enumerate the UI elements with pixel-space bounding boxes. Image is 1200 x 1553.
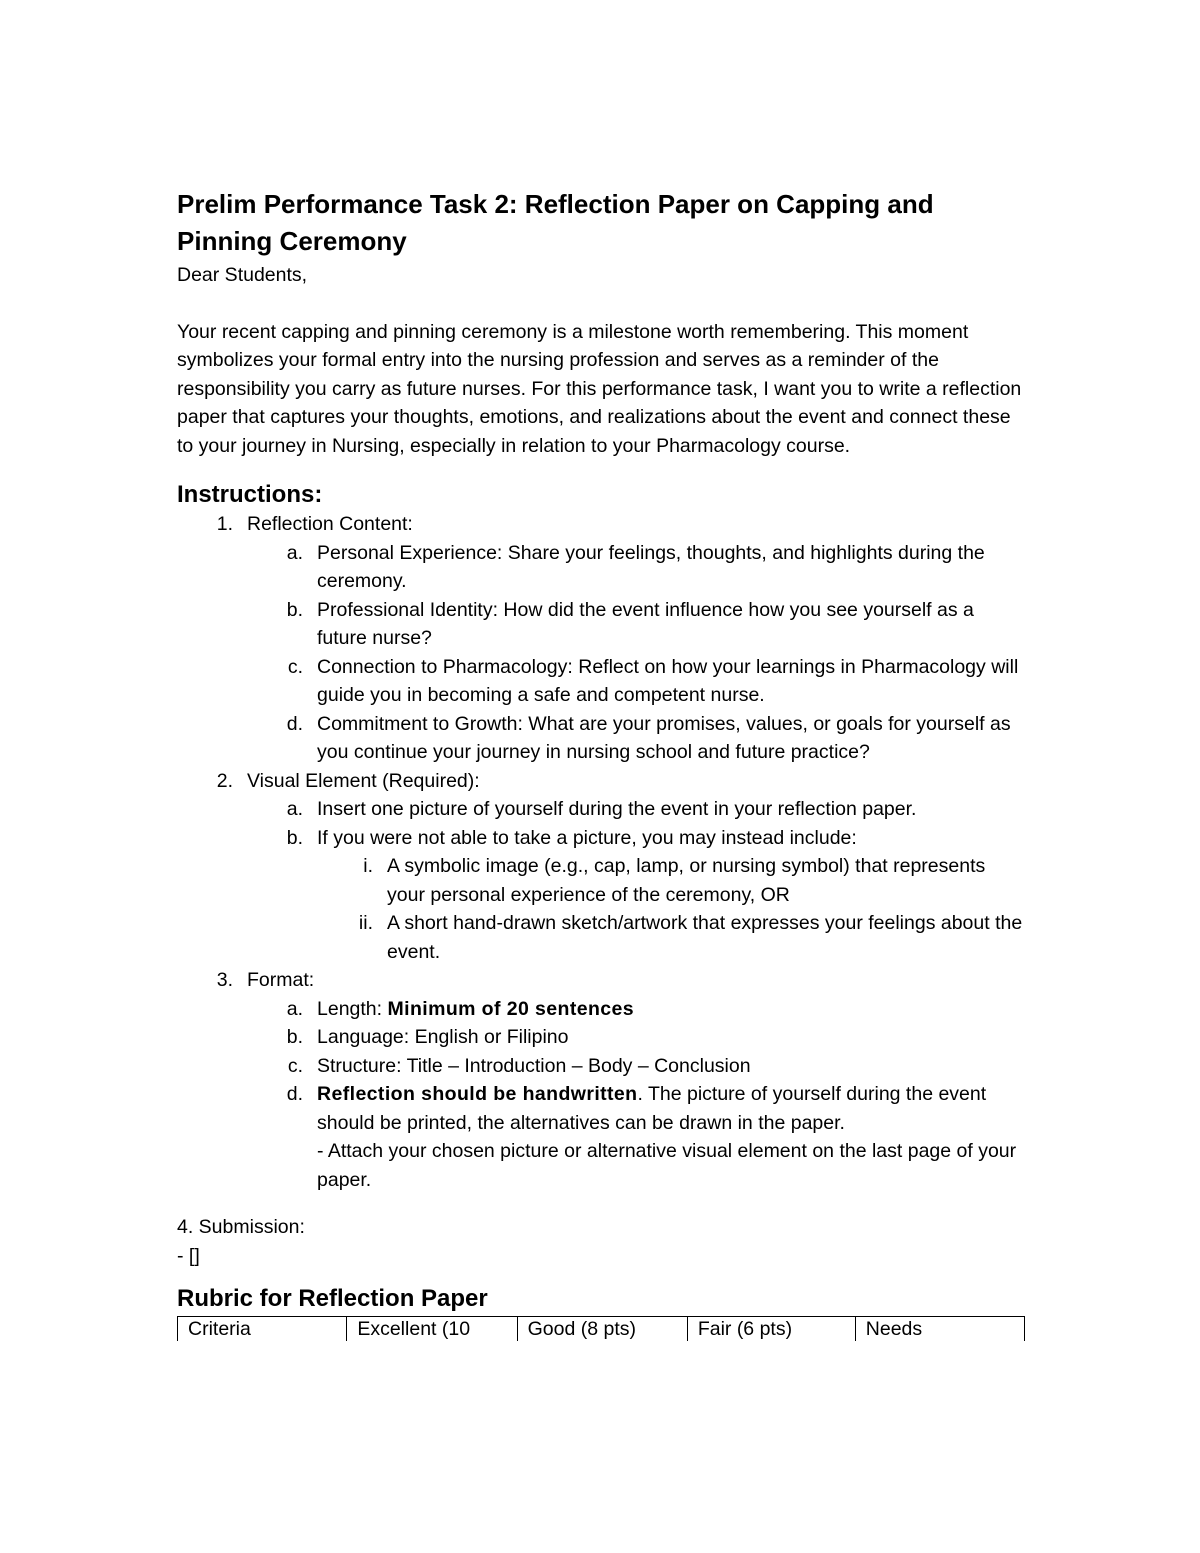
sub-list [247, 795, 1027, 966]
sub-list-letter: d. [286, 712, 303, 735]
roman-list-item [317, 852, 1027, 909]
roman-list-text: A short hand-drawn sketch/artwork that expresses your feelings about the event. [387, 912, 1023, 963]
list-item-label: Visual Element (Required): [247, 769, 480, 792]
sub-list-text: If you were not able to take a picture, you may instead include: [317, 826, 857, 849]
attach-note: - Attach your chosen picture or alternative visual element on the last page of your paper. [317, 1140, 1017, 1191]
sub-list-text [317, 1080, 1027, 1137]
greeting: Dear Students, [177, 264, 308, 286]
list-item-label: Reflection Content: [247, 513, 413, 535]
sub-list-item [247, 596, 1027, 653]
sub-list-text [317, 995, 1027, 1024]
instructions-heading: Instructions: [177, 481, 323, 508]
sub-list-letter: a. [286, 798, 303, 820]
sub-list-text: Connection to Pharmacology: Reflect on how your learnings in Pharmacology will guide you in becoming a safe and competent nurse. [317, 655, 1019, 706]
length-bold: Minimum of 20 sentences [387, 997, 634, 1020]
intro-paragraph: Your recent capping and pinning ceremony is a milestone worth remembering. This moment symbolizes your formal entry into the nursing profession and serves as a reminder of the responsibility you carry as future nurses. For this performance task, I want you to write a reflection paper that captures your thoughts, emotions, and realizations about the event and connect these to your journey in Nursing, especially in relation to your Pharmacology course. [177, 320, 1022, 457]
document-page [177, 186, 1027, 1341]
sub-list-text: Personal Experience: Share your feelings, thoughts, and highlights during the ceremony. [317, 541, 985, 592]
sub-list-item [247, 824, 1027, 967]
sub-list-text: Commitment to Growth: What are your promises, values, or goals for yourself as you continue your journey in nursing school and future practice? [317, 712, 1011, 763]
list-item [177, 966, 1027, 1194]
roman-list-text: A symbolic image (e.g., cap, lamp, or nursing symbol) that represents your personal experience of the ceremony, OR [387, 855, 986, 906]
list-item [177, 510, 1027, 767]
sub-list-letter: a. [286, 997, 303, 1020]
length-prefix: Length: [317, 997, 388, 1020]
roman-list [317, 852, 1027, 966]
sub-list-item [247, 710, 1027, 767]
sub-list-text: Language: English or Filipino [317, 1026, 569, 1048]
sub-list-text: Structure: Title – Introduction – Body – Conclusion [317, 1054, 751, 1077]
roman-list-item [317, 909, 1027, 966]
list-number: 2. [216, 769, 233, 792]
sub-list-text: Professional Identity: How did the event influence how you see yourself as a future nurse? [317, 598, 974, 649]
handwritten-suffix: . The picture of yourself during the event should be printed, the alternatives can be drawn in the paper. [317, 1083, 987, 1134]
sub-list-letter: b. [286, 598, 303, 621]
table-header-cell: Good (8 pts) [517, 1317, 687, 1342]
table-header-row [178, 1317, 1025, 1342]
sub-list-letter: b. [286, 1026, 303, 1048]
handwritten-bold: Reflection should be handwritten [317, 1083, 638, 1105]
sub-list [247, 539, 1027, 767]
sub-list-letter: c. [287, 1054, 303, 1077]
sub-list-letter: c. [287, 655, 303, 678]
sub-list-item [247, 995, 1027, 1024]
sub-list-item [247, 653, 1027, 710]
sub-list-letter: d. [286, 1083, 303, 1105]
list-number: 3. [216, 969, 233, 991]
sub-list-item [247, 1052, 1027, 1081]
list-item-label: Format: [247, 969, 315, 991]
roman-numeral: ii. [358, 912, 373, 934]
sub-list-item [247, 795, 1027, 824]
table-header-cell: Criteria [178, 1317, 347, 1342]
sub-list [247, 995, 1027, 1195]
page-title: Prelim Performance Task 2: Reflection Paper on Capping and Pinning Ceremony [177, 189, 934, 256]
sub-list-item [247, 539, 1027, 596]
table-header-cell: Needs [855, 1317, 1024, 1342]
table-header-cell: Excellent (10 [347, 1317, 517, 1342]
rubric-table [177, 1316, 1025, 1341]
submission-line: - [] [177, 1244, 200, 1267]
sub-list-letter: a. [286, 541, 303, 564]
table-header-cell: Fair (6 pts) [687, 1317, 855, 1342]
sub-list-item [247, 1023, 1027, 1052]
submission-label: 4. Submission: [177, 1216, 305, 1238]
list-number: 1. [216, 513, 233, 535]
sub-list-text: Insert one picture of yourself during the event in your reflection paper. [317, 798, 917, 820]
sub-list-letter: b. [286, 826, 303, 849]
list-item [177, 767, 1027, 967]
instructions-list [177, 510, 1027, 1194]
rubric-heading: Rubric for Reflection Paper [177, 1285, 488, 1312]
sub-list-item [247, 1080, 1027, 1194]
roman-numeral: i. [363, 855, 373, 877]
